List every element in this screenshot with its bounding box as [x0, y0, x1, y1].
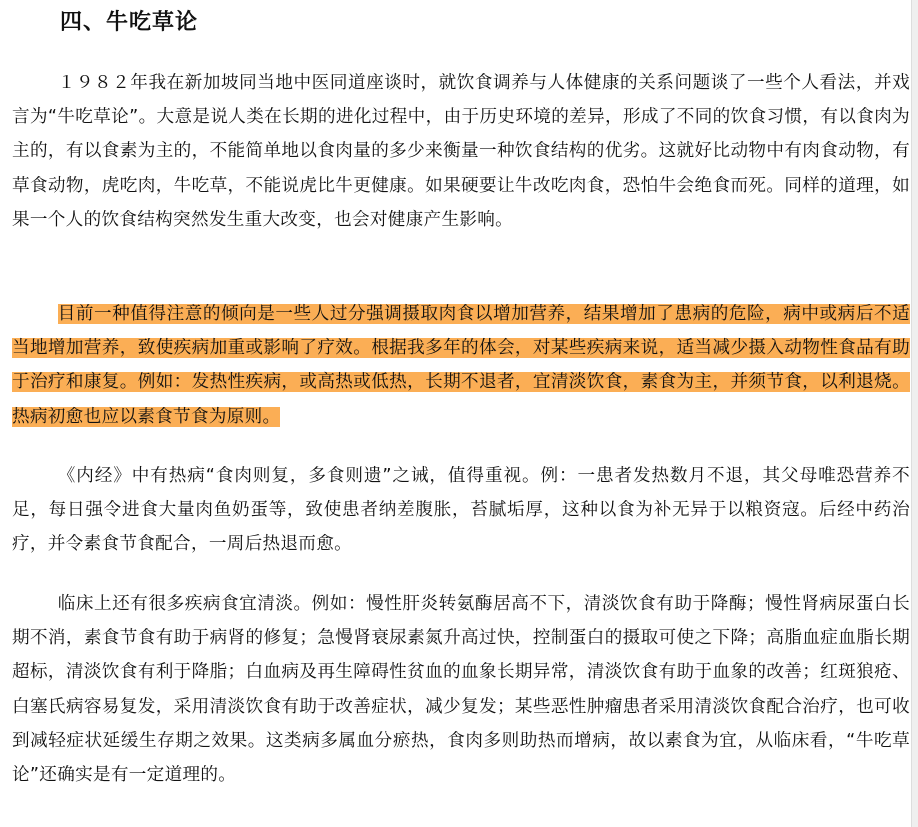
paragraph-2-highlighted: [12, 297, 910, 434]
section-heading: 四、牛吃草论: [60, 10, 199, 35]
paragraph-4: 临床上还有很多疾病食宜清淡。例如：慢性肝炎转氨酶居高不下，清淡饮食有助于降酶；慢性肾病尿蛋白长期不消，素食节食有助于病肾的修复；急慢肾衰尿素氮升高过快，控制蛋白的摄取可使之下降；高脂血症血脂长期超标，清淡饮食有利于降脂；白血病及再生障碍性贫血的血象长期异常，清淡饮食有助于血象的改善；红斑狼疮、白塞氏病容易复发，采用清淡饮食有助于改善症状，减少复发；某些恶性肿瘤患者采用清淡饮食配合治疗，也可收到减轻症状延缓生存期之效果。这类病多属血分瘀热，食肉多则助热而增病，故以素食为宜，从临床看，“牛吃草论”还确实是有一定道理的。: [12, 594, 910, 786]
highlighted-text: 目前一种值得注意的倾向是一些人过分强调摄取肉食以增加营养，结果增加了患病的危险，病中或病后不适当地增加营养，致使疾病加重或影响了疗效。根据我多年的体会，对某些疾病来说，适当减少摄入动物性食品有助于治疗和康复。例如：发热性疾病，或高热或低热，长期不退者，宜清淡饮食，素食为主，并须节食，以利退烧。热病初愈也应以素食节食为原则。: [12, 304, 910, 427]
vertical-scrollbar[interactable]: [911, 0, 918, 827]
paragraph-3: 《内经》中有热病“食肉则复，多食则遗”之诫，值得重视。例：一患者发热数月不退，其父母唯恐营养不足，每日强令进食大量肉鱼奶蛋等，致使患者纳差腹胀，苔腻垢厚，这种以食为补无异于以粮资寇。后经中药治疗，并令素食节食配合，一周后热退而愈。: [12, 466, 910, 555]
paragraph-1: １９８２年我在新加坡同当地中医同道座谈时，就饮食调养与人体健康的关系问题谈了一些个人看法，并戏言为“牛吃草论”。大意是说人类在长期的进化过程中，由于历史环境的差异，形成了不同的饮食习惯，有以食肉为主的，有以食素为主的，不能简单地以食肉量的多少来衡量一种饮食结构的优劣。这就好比动物中有肉食动物，有草食动物，虎吃肉，牛吃草，不能说虎比牛更健康。如果硬要让牛改吃肉食，恐怕牛会绝食而死。同样的道理，如果一个人的饮食结构突然发生重大改变，也会对健康产生影响。: [12, 73, 910, 230]
